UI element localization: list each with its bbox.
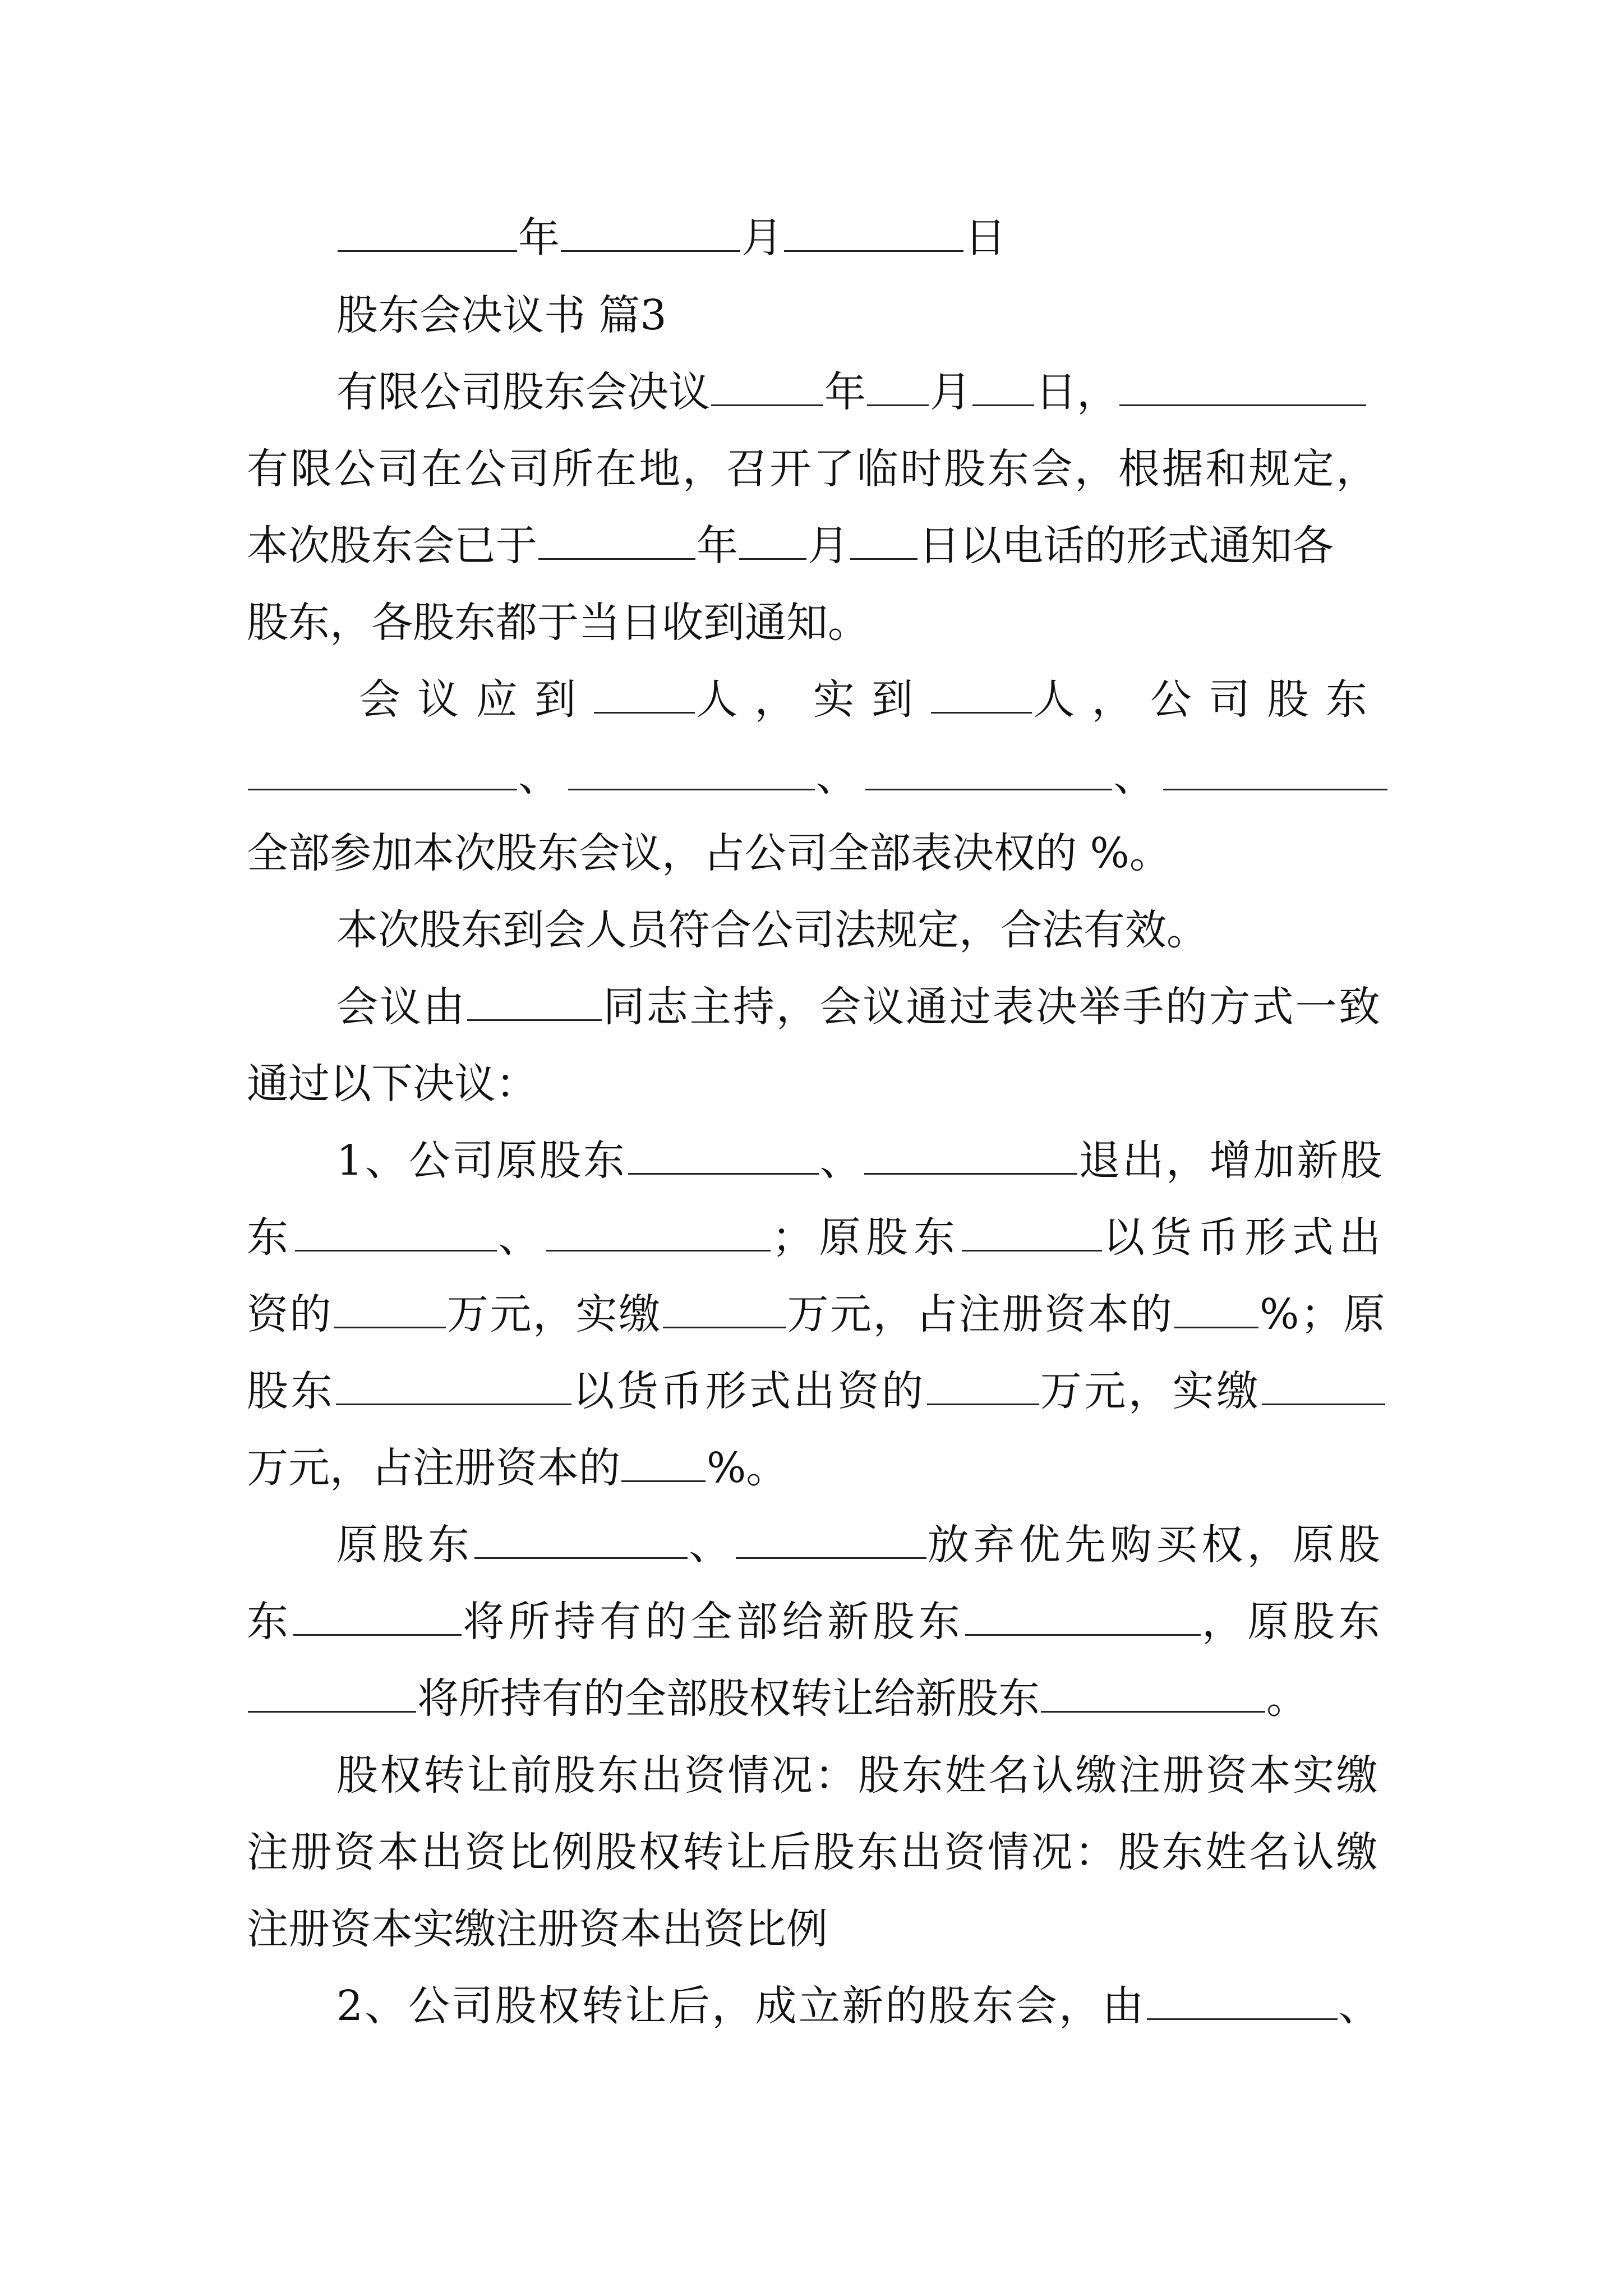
fill-in-blank[interactable] — [927, 1364, 1039, 1405]
text-line-section-title — [336, 287, 1380, 343]
text-run: 以货币形式出 — [1103, 1213, 1387, 1262]
fill-in-blank[interactable] — [864, 1134, 1077, 1175]
text-run: 、 — [1338, 1982, 1382, 2030]
text-run: 万元，实缴 — [447, 1290, 662, 1338]
text-line-p4-l2 — [247, 1056, 1380, 1112]
fill-in-blank[interactable] — [1163, 749, 1387, 790]
text-line-p2-l3 — [247, 825, 1380, 881]
text-run: 全部参加本次股东会议，占公司全部表决权的 %。 — [247, 829, 1171, 877]
fill-in-blank[interactable] — [248, 1672, 416, 1713]
fill-in-blank[interactable] — [295, 1211, 497, 1251]
fill-in-blank[interactable] — [248, 749, 517, 790]
text-line-p2-l1 — [359, 671, 1385, 728]
text-run: 股东会决议书 篇3 — [336, 291, 667, 339]
text-run: 资的 — [247, 1290, 333, 1338]
text-run: 万元，占注册资本的 — [787, 1290, 1174, 1338]
text-run: 本次股东到会人员符合公司法规定，合法有效。 — [336, 906, 1208, 954]
text-run: 人，实到 — [696, 675, 930, 724]
text-run: 万元，实缴 — [1040, 1367, 1261, 1415]
fill-in-blank[interactable] — [568, 749, 815, 790]
text-run: 、 — [498, 1213, 546, 1262]
fill-in-blank[interactable] — [628, 1134, 819, 1175]
text-line-p7-l1 — [336, 1747, 1380, 1803]
fill-in-blank[interactable] — [972, 365, 1034, 406]
text-run: 放弃优先购买权，原股 — [927, 1521, 1385, 1569]
text-run: 本次股东会已于 — [247, 522, 537, 570]
text-line-p5-l2 — [247, 1209, 1387, 1266]
text-line-p6-l2 — [247, 1594, 1384, 1650]
fill-in-blank[interactable] — [663, 1287, 786, 1328]
text-run: 、 — [518, 752, 567, 800]
fill-in-blank[interactable] — [474, 1518, 688, 1559]
fill-in-blank[interactable] — [850, 519, 917, 560]
text-run: 会议应到 — [359, 675, 593, 724]
text-run: 有限公司在公司所在地，召开了临时股东会，根据和规定， — [247, 445, 1380, 493]
text-run: 、 — [1113, 752, 1163, 800]
fill-in-blank[interactable] — [538, 519, 695, 560]
fill-in-blank[interactable] — [594, 673, 695, 714]
fill-in-blank[interactable] — [965, 1595, 1201, 1636]
text-line-p8-l1 — [336, 1978, 1380, 2034]
text-line-p1-l2 — [247, 441, 1380, 497]
text-run: 、 — [819, 1137, 864, 1185]
text-run: 注册资本实缴注册资本出资比例 — [247, 1905, 828, 1953]
text-run: 股权转让前股东出资情况：股东姓名认缴注册资本实缴 — [336, 1751, 1380, 1800]
text-run: 2、公司股权转让后，成立新的股东会，由 — [336, 1982, 1146, 2030]
text-run: 退出，增加新股 — [1078, 1137, 1384, 1185]
text-run: 有限公司股东会决议 — [336, 368, 710, 416]
fill-in-blank[interactable] — [334, 1287, 446, 1328]
text-run: 原股东 — [336, 1521, 474, 1569]
fill-in-blank[interactable] — [739, 519, 806, 560]
text-run: 万元，占注册资本的 — [247, 1444, 620, 1492]
text-run: 月 — [930, 368, 971, 416]
text-line-date-line — [336, 210, 1380, 266]
text-run: 通过以下决议： — [247, 1060, 537, 1108]
text-line-p4-l1 — [336, 979, 1380, 1035]
text-run: 人，公司股东 — [1033, 675, 1385, 724]
text-run: 股东，各股东都于当日收到通知。 — [247, 599, 869, 647]
fill-in-blank[interactable] — [336, 1364, 571, 1405]
text-line-p2-l2 — [247, 748, 1380, 804]
text-run: %；原 — [1260, 1290, 1387, 1338]
text-run: 日 — [965, 214, 1006, 262]
text-line-p1-l4 — [247, 595, 1380, 651]
text-run: 、 — [689, 1521, 735, 1569]
fill-in-blank[interactable] — [293, 1595, 462, 1636]
text-line-p1-l3 — [247, 518, 1380, 574]
text-run: 年 — [518, 214, 560, 262]
text-run: 同志主持，会议通过表决举手的方式一致 — [603, 983, 1382, 1031]
fill-in-blank[interactable] — [1147, 1979, 1338, 2020]
text-line-p3-l1 — [336, 902, 1380, 958]
text-run: ；原股东 — [772, 1213, 961, 1262]
fill-in-blank[interactable] — [1262, 1364, 1385, 1405]
text-run: 、 — [815, 752, 865, 800]
fill-in-blank[interactable] — [621, 1441, 706, 1482]
fill-in-blank[interactable] — [962, 1211, 1102, 1251]
text-run: 会议由 — [336, 983, 467, 1031]
text-run: 。 — [1266, 1674, 1308, 1723]
fill-in-blank[interactable] — [546, 1211, 771, 1251]
text-run: 东 — [247, 1598, 293, 1646]
fill-in-blank[interactable] — [467, 980, 602, 1021]
text-run: 年 — [697, 522, 738, 570]
fill-in-blank[interactable] — [1119, 365, 1366, 406]
text-line-p5-l4 — [247, 1363, 1380, 1419]
text-run: 1、公司原股东 — [336, 1137, 627, 1185]
fill-in-blank[interactable] — [865, 749, 1112, 790]
text-line-p5-l5 — [247, 1440, 1380, 1496]
fill-in-blank[interactable] — [711, 365, 823, 406]
text-run: 以货币形式出资的 — [573, 1367, 926, 1415]
fill-in-blank[interactable] — [561, 211, 740, 252]
text-line-p6-l1 — [336, 1517, 1385, 1573]
text-run: 东 — [247, 1213, 294, 1262]
text-line-p7-l2 — [247, 1824, 1380, 1880]
fill-in-blank[interactable] — [867, 365, 929, 406]
text-run: 月 — [741, 214, 783, 262]
text-run: 年 — [824, 368, 866, 416]
text-run: 股东 — [247, 1367, 335, 1415]
text-run: %。 — [707, 1444, 788, 1492]
text-line-p5-l1 — [336, 1133, 1384, 1189]
fill-in-blank[interactable] — [1041, 1672, 1265, 1713]
text-line-p1-l1 — [336, 364, 1380, 420]
text-line-p6-l3 — [247, 1671, 1380, 1727]
text-run: 注册资本出资比例股权转让后股东出资情况：股东姓名认缴 — [247, 1828, 1380, 1876]
text-run: 月 — [808, 522, 849, 570]
fill-in-blank[interactable] — [1174, 1287, 1258, 1328]
fill-in-blank[interactable] — [784, 211, 963, 252]
fill-in-blank[interactable] — [338, 211, 517, 252]
text-run: 将所持有的全部给新股东 — [463, 1598, 964, 1646]
fill-in-blank[interactable] — [736, 1518, 926, 1559]
text-run: ，原股东 — [1202, 1598, 1384, 1646]
fill-in-blank[interactable] — [931, 673, 1032, 714]
text-line-p7-l3 — [247, 1901, 1380, 1957]
text-run: 日以电话的形式通知各 — [919, 522, 1334, 570]
text-run: 日， — [1035, 368, 1118, 416]
text-line-p5-l3 — [247, 1286, 1387, 1342]
text-run: 将所持有的全部股权转让给新股东 — [417, 1674, 1040, 1723]
